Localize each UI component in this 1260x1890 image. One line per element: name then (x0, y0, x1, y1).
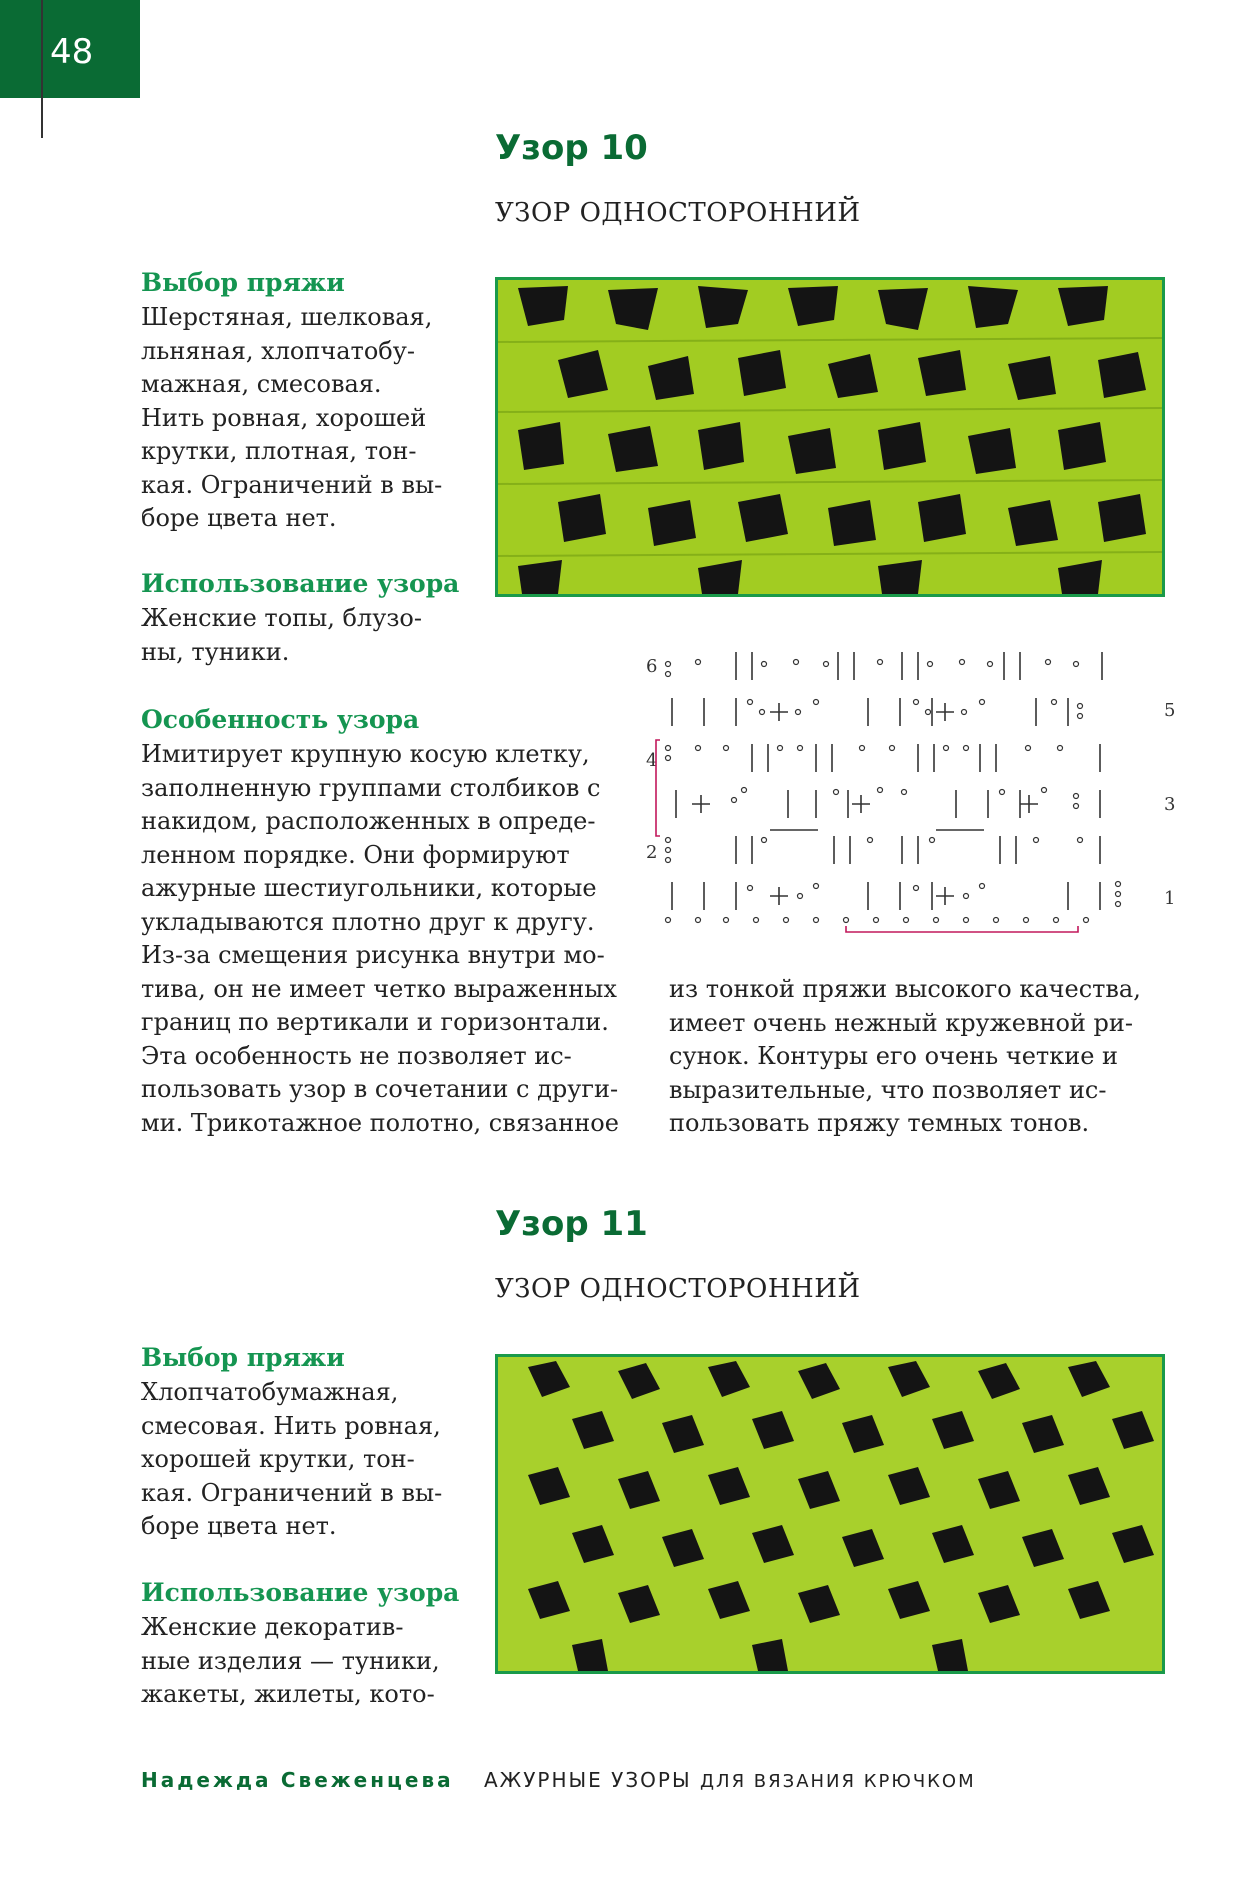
page-number: 48 (50, 32, 94, 72)
footer-book-title-main: АЖУРНЫЕ УЗОРЫ (484, 1768, 692, 1792)
pattern-11-photo (495, 1354, 1165, 1674)
page-tab-rule (41, 0, 43, 138)
pattern-10-subtitle: УЗОР ОДНОСТОРОННИЙ (495, 198, 861, 228)
footer-book-title-sub: ДЛЯ ВЯЗАНИЯ КРЮЧКОМ (699, 1771, 976, 1792)
chart-row-number-1: 1 (1164, 888, 1176, 909)
pattern-10-feature-text-left: Имитирует крупную косую клетку, заполненную группами столбиков с накидом, расположенных в опреде- ленном порядке. Они формируют ажурные шестиугольники, которые укладываются плотно друг к другу. Из-за смещения рисунка внутри мо- тива, он не имеет четко выраженных границ по вертикали и горизонтали. Эта особенность не позволяет ис- пользовать узор в сочетании с други- ми. Трикотажное полотно, связанное (141, 740, 619, 1137)
pattern-10-usage-text: Женские топы, блузо- ны, туники. (141, 604, 422, 666)
chart-row-number-5: 5 (1164, 700, 1176, 721)
chart-row-number-4: 4 (646, 750, 658, 771)
chart-row-number-3: 3 (1164, 794, 1176, 815)
pattern-10-yarn-heading: Выбор пряжи (141, 268, 345, 297)
pattern-11-usage-text: Женские декоратив- ные изделия — туники, жакеты, жилеты, кото- (141, 1613, 440, 1708)
pattern-10-yarn-text: Шерстяная, шелковая, льняная, хлопчатобу- мажная, смесовая. Нить ровная, хорошей крутки, плотная, тон- кая. Ограничений в вы- боре цвета нет. (141, 303, 443, 532)
pattern-11-usage-heading: Использование узора (141, 1578, 460, 1607)
footer-author-first: Надежда (141, 1768, 272, 1792)
pattern-10-feature-heading: Особенность узора (141, 705, 420, 734)
footer-author-last: Свеженцева (280, 1768, 454, 1792)
pattern-11-yarn-heading: Выбор пряжи (141, 1343, 345, 1372)
pattern-11-title: Узор 11 (495, 1204, 648, 1244)
pattern-10-usage-heading: Использование узора (141, 569, 460, 598)
pattern-11-yarn-text: Хлопчатобумажная, смесовая. Нить ровная, хорошей крутки, тон- кая. Ограничений в вы- боре цвета нет. (141, 1378, 443, 1540)
pattern-10-crochet-chart (640, 640, 1180, 940)
pattern-10-title: Узор 10 (495, 128, 648, 168)
pattern-10-photo (495, 277, 1165, 597)
footer-author (141, 1768, 454, 1792)
pattern-10-feature-text-right: из тонкой пряжи высокого качества, имеет очень нежный кружевной ри- сунок. Контуры его очень четкие и выразительные, что позволяет ис- пользовать пряжу темных тонов. (669, 975, 1141, 1137)
pattern-11-subtitle: УЗОР ОДНОСТОРОННИЙ (495, 1274, 861, 1304)
chart-row-number-2: 2 (646, 842, 658, 863)
chart-row-number-6: 6 (646, 656, 658, 677)
footer-book-title (484, 1768, 976, 1792)
